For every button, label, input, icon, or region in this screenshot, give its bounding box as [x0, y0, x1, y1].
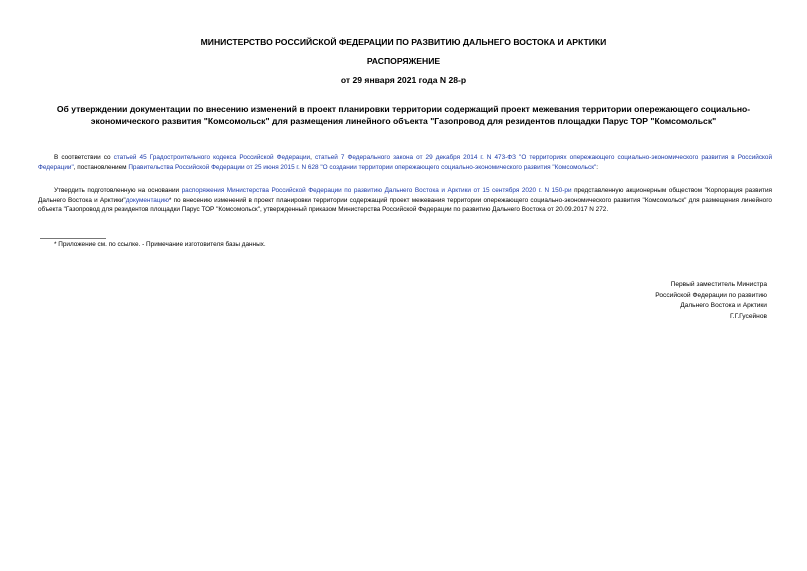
link-documentation[interactable]: документацию — [125, 196, 169, 204]
signature-block — [547, 280, 767, 323]
document-date-number: от 29 января 2021 года N 28-р — [340, 75, 467, 85]
signature-position-line-2: Российской Федерации по развитию — [655, 291, 767, 299]
ministry-heading: МИНИСТЕРСТВО РОССИЙСКОЙ ФЕДЕРАЦИИ ПО РАЗВИТИЮ ДАЛЬНЕГО ВОСТОКА И АРКТИКИ — [200, 37, 607, 47]
footnote-divider — [40, 238, 106, 239]
document-title — [36, 104, 771, 127]
link-order-150-ri[interactable]: распоряжения Министерства Российской Федерации по развитию Дальнего Востока и Арктики от 15 сентября 2020 г. N 150-ри — [181, 187, 572, 194]
footnote: * Приложение см. по ссылке. - Примечание изготовителя базы данных. — [54, 241, 266, 248]
paragraph-basis — [38, 153, 772, 172]
title-line-1: Об утверждении документации по внесению изменений в проект планировки территории содержащий проект межевания территории опережающего социально- — [56, 104, 751, 114]
paragraph-text: Утвердить подготовленную на основании — [54, 187, 182, 194]
signatory-name: Г.Г.Гусейнов — [729, 313, 767, 321]
document-type: РАСПОРЯЖЕНИЕ — [366, 56, 441, 66]
paragraph-text: : — [596, 163, 599, 171]
title-line-2: экономического развития "Комсомольск" для размещения линейного объекта "Газопровод для резидентов площадки Парус ТОР "Комсомольск" — [90, 115, 717, 126]
paragraph-text: , постановлением — [73, 163, 129, 171]
paragraph-text: В соответствии со — [54, 154, 114, 161]
signature-position-line-3: Дальнего Востока и Арктики — [680, 302, 767, 310]
link-gradostroitelny-kodeks[interactable]: статьей 45 Градостроительного кодекса Российской Федерации — [113, 154, 311, 161]
link-government-decree-628[interactable]: Правительства Российской Федерации от 25 июня 2015 г. N 628 "О создании территории опережающего социально-экономического развития "Комсомольск" — [128, 163, 597, 171]
signature-position-line-1: Первый заместитель Министра — [670, 281, 767, 288]
paragraph-text: * по внесению изменений в проект планировки территории содержащий проект межевания территории опережающего социально-экономического развития "Комсомольск" для размещения линейного объекта "Газопровод для резидентов площадки Парус ТОР "Комсомольск", утвержденный приказом Министерства Российской Федерации по развитию Дальнего Востока от 20.09.2017 N 272. — [38, 196, 772, 214]
link-federal-law-473[interactable]: статьей 7 Федерального закона от 29 декабря 2014 г. N 473-ФЗ "О территориях опережающего социально-экономического развития в Российской Федерации" — [38, 154, 773, 171]
paragraph-approval — [38, 186, 772, 215]
paragraph-text: представленную акционерным обществом "Корпорация развития Дальнего Востока и Арктики" — [38, 187, 773, 204]
paragraph-text: , — [310, 154, 315, 161]
